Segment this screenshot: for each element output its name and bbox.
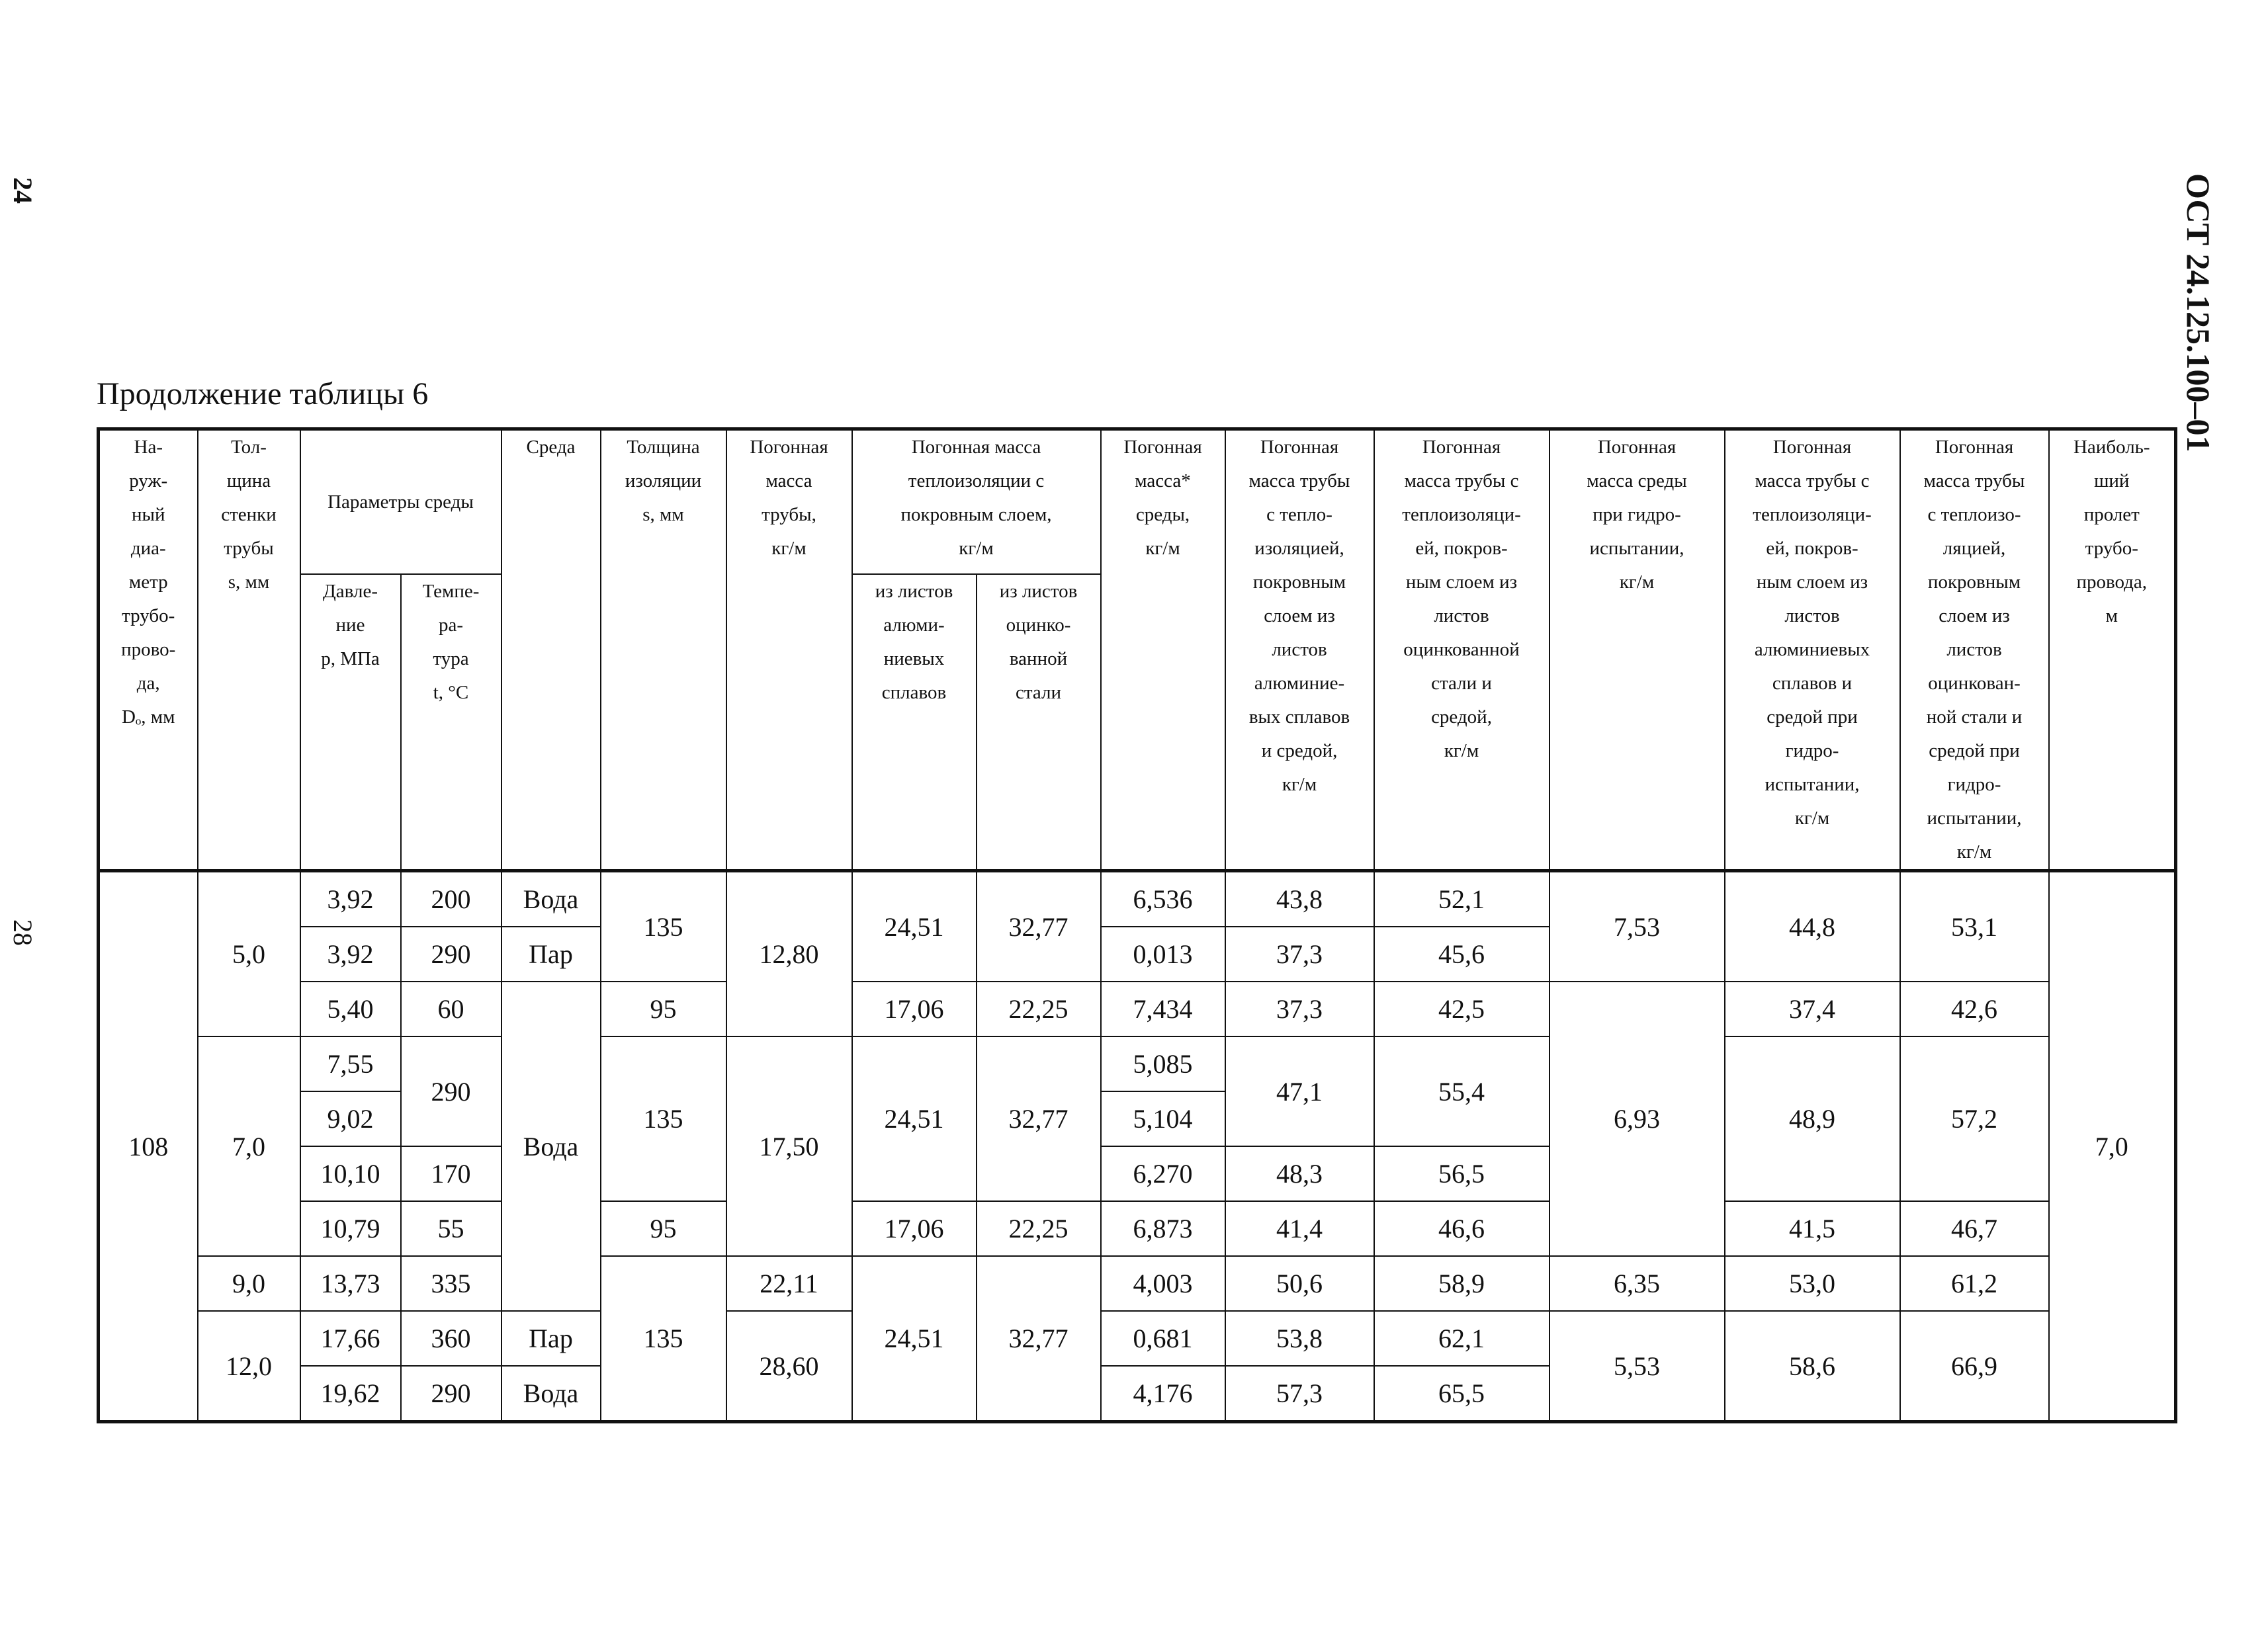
header-line: Давле- xyxy=(323,581,378,603)
cell-pipe-al-medium: 53,8 xyxy=(1225,1311,1374,1366)
header-temperature xyxy=(401,574,502,870)
cell-medium-mass: 0,681 xyxy=(1101,1311,1225,1366)
cell-ins-al: 24,51 xyxy=(852,871,977,982)
cell-wall: 9,0 xyxy=(198,1256,300,1311)
header-line: кг/м xyxy=(1145,538,1180,559)
header-line: ра- xyxy=(438,614,464,636)
header-line: трубо- xyxy=(122,605,175,626)
cell-pipe-zn-hydro: 57,2 xyxy=(1900,1036,2049,1201)
header-line: ным слоем из xyxy=(1405,571,1518,593)
cell-wall: 5,0 xyxy=(198,871,300,1037)
header-pipe-al-medium xyxy=(1225,429,1374,871)
cell-temperature: 360 xyxy=(401,1311,502,1366)
header-medium-mass xyxy=(1101,429,1225,871)
cell-pipe-zn-medium: 52,1 xyxy=(1374,871,1549,927)
header-pipe-zinc-hydro xyxy=(1900,429,2049,871)
cell-pipe-zn-medium: 56,5 xyxy=(1374,1146,1549,1201)
header-line: покровным xyxy=(1252,571,1346,593)
cell-pipe-zn-hydro: 42,6 xyxy=(1900,982,2049,1036)
header-line: кг/м xyxy=(1444,740,1479,761)
cell-insulation: 95 xyxy=(601,982,726,1036)
header-line: метр xyxy=(128,571,168,593)
header-pipe-zinc-hydro-text xyxy=(1903,431,2046,869)
header-line: из листов xyxy=(875,581,953,603)
cell-wall: 7,0 xyxy=(198,1036,300,1256)
cell-pipe-zn-medium: 62,1 xyxy=(1374,1311,1549,1366)
header-pipe-mass-text xyxy=(730,431,849,566)
cell-medium-mass: 6,270 xyxy=(1101,1146,1225,1201)
header-line: алюми- xyxy=(883,614,945,636)
cell-pipe-zn-hydro: 53,1 xyxy=(1900,871,2049,982)
header-line: щина xyxy=(226,470,271,491)
cell-ins-zn: 32,77 xyxy=(977,1036,1101,1201)
header-line: листов xyxy=(1946,639,2002,660)
header-pipe-mass xyxy=(726,429,852,871)
header-line: трубо- xyxy=(2085,538,2138,559)
header-line: ей, покров- xyxy=(1415,538,1508,559)
cell-pipe-zn-medium: 45,6 xyxy=(1374,927,1549,982)
header-insulation-thickness xyxy=(601,429,726,871)
header-line: средой, xyxy=(1431,706,1492,728)
cell-pipe-zn-medium: 46,6 xyxy=(1374,1201,1549,1256)
cell-pressure: 10,10 xyxy=(300,1146,401,1201)
header-line: гидро- xyxy=(1785,740,1839,761)
header-line: листов xyxy=(1434,605,1489,626)
header-line: с тепло- xyxy=(1266,504,1332,525)
header-line: диа- xyxy=(130,538,166,559)
cell-medium-mass: 7,434 xyxy=(1101,982,1225,1036)
header-line: при гидро- xyxy=(1592,504,1681,525)
header-line: пролет xyxy=(2083,504,2140,525)
cell-pipe-al-medium: 57,3 xyxy=(1225,1366,1374,1422)
cell-medium-mass: 6,873 xyxy=(1101,1201,1225,1256)
header-line: Темпе- xyxy=(422,581,480,603)
header-outer-diameter xyxy=(99,429,198,871)
header-hydro-medium-mass-text xyxy=(1553,431,1722,599)
cell-max-span: 7,0 xyxy=(2049,871,2176,1422)
cell-diameter: 108 xyxy=(99,871,198,1422)
header-insulation-mass xyxy=(852,429,1101,575)
header-line: ей, покров- xyxy=(1766,538,1858,559)
page-number-side: 28 xyxy=(8,919,38,946)
header-line: теплоизоляции с xyxy=(908,470,1045,491)
header-line: руж- xyxy=(129,470,168,491)
cell-pipe-zn-medium: 58,9 xyxy=(1374,1256,1549,1311)
header-line: изоляции xyxy=(625,470,702,491)
cell-ins-zn: 22,25 xyxy=(977,1201,1101,1256)
header-line: трубы, xyxy=(762,504,816,525)
header-line: теплоизоляци- xyxy=(1402,504,1521,525)
table-row xyxy=(99,871,2176,927)
cell-temperature: 335 xyxy=(401,1256,502,1311)
header-line: масса трубы xyxy=(1923,470,2025,491)
cell-pipe-al-medium: 43,8 xyxy=(1225,871,1374,927)
table-row xyxy=(99,1311,2176,1366)
cell-temperature: 60 xyxy=(401,982,502,1036)
header-line: испытании, xyxy=(1589,538,1684,559)
header-line: алюминиевых xyxy=(1754,639,1870,660)
header-temperature-text xyxy=(404,575,498,710)
header-line: гидро- xyxy=(1947,774,2001,795)
cell-pipe-al-hydro: 44,8 xyxy=(1725,871,1900,982)
cell-pipe-al-medium: 50,6 xyxy=(1225,1256,1374,1311)
cell-ins-zn: 32,77 xyxy=(977,1256,1101,1422)
header-outer-diameter-text xyxy=(103,431,195,734)
cell-pressure: 9,02 xyxy=(300,1091,401,1146)
header-line: ляцией, xyxy=(1942,538,2006,559)
cell-pipe-zn-medium: 65,5 xyxy=(1374,1366,1549,1422)
cell-pipe-al-medium: 48,3 xyxy=(1225,1146,1374,1201)
header-line: сплавов и xyxy=(1772,673,1853,694)
header-line: испытании, xyxy=(1927,808,2022,829)
header-line: оцинкован- xyxy=(1928,673,2021,694)
header-line: тура xyxy=(433,648,469,670)
header-line: Погонная xyxy=(1260,437,1339,458)
table-row xyxy=(99,1201,2176,1256)
cell-insulation: 135 xyxy=(601,1036,726,1201)
cell-ins-al: 17,06 xyxy=(852,982,977,1036)
cell-medium-mass: 0,013 xyxy=(1101,927,1225,982)
header-line: масса xyxy=(765,470,812,491)
cell-temperature: 290 xyxy=(401,927,502,982)
header-line: Наиболь- xyxy=(2073,437,2150,458)
cell-medium-mass: 4,003 xyxy=(1101,1256,1225,1311)
header-line: оцинко- xyxy=(1006,614,1071,636)
header-line: трубы xyxy=(224,538,274,559)
header-line: масса трубы xyxy=(1248,470,1350,491)
header-line: s, мм xyxy=(642,504,684,525)
header-line: ный xyxy=(131,504,165,525)
header-pressure xyxy=(300,574,401,870)
cell-pipe-al-medium: 47,1 xyxy=(1225,1036,1374,1146)
header-wall-thickness xyxy=(198,429,300,871)
header-max-span xyxy=(2049,429,2176,871)
header-line: алюминие- xyxy=(1254,673,1345,694)
header-line: листов xyxy=(1272,639,1327,660)
page-number-top: 24 xyxy=(8,177,38,204)
cell-medium-mass: 4,176 xyxy=(1101,1366,1225,1422)
header-pressure-text xyxy=(304,575,398,676)
header-line: покровным xyxy=(1927,571,2021,593)
header-line: кг/м xyxy=(1956,841,1992,863)
header-line: покровным слоем, xyxy=(900,504,1052,525)
header-al-sheets xyxy=(852,574,977,870)
cell-medium: Вода xyxy=(502,871,601,927)
header-line: На- xyxy=(134,437,163,458)
cell-medium: Пар xyxy=(502,1311,601,1366)
header-insulation-mass-text xyxy=(855,431,1098,566)
cell-insulation: 95 xyxy=(601,1201,726,1256)
cell-temperature: 170 xyxy=(401,1146,502,1201)
header-line: стенки xyxy=(221,504,277,525)
header-line: средой при xyxy=(1929,740,2020,761)
header-line: вых сплавов xyxy=(1248,706,1350,728)
header-line: стали и xyxy=(1431,673,1492,694)
header-line: Погонная xyxy=(1123,437,1202,458)
cell-pressure: 7,55 xyxy=(300,1036,401,1091)
cell-medium: Пар xyxy=(502,927,601,982)
cell-pressure: 3,92 xyxy=(300,927,401,982)
header-line: Погонная xyxy=(1597,437,1677,458)
cell-pipe-zn-medium: 42,5 xyxy=(1374,982,1549,1036)
header-line: стали xyxy=(1015,682,1062,704)
header-medium-params: Параметры среды xyxy=(300,429,502,575)
header-line: масса среды xyxy=(1587,470,1687,491)
header-line: кг/м xyxy=(1794,808,1830,829)
table-caption: Продолжение таблицы 6 xyxy=(97,376,429,411)
cell-medium-mass: 6,536 xyxy=(1101,871,1225,927)
header-line: и средой, xyxy=(1261,740,1338,761)
header-insulation-thickness-text xyxy=(604,431,723,532)
header-line: t, °C xyxy=(433,682,469,704)
header-pipe-al-hydro xyxy=(1725,429,1900,871)
header-line: сплавов xyxy=(881,682,947,704)
cell-temperature: 290 xyxy=(401,1366,502,1422)
header-line: листов xyxy=(1784,605,1840,626)
header-line: изоляцией, xyxy=(1254,538,1344,559)
header-line: Погонная xyxy=(1772,437,1852,458)
header-pipe-al-medium-text xyxy=(1229,431,1371,802)
header-line: масса* xyxy=(1135,470,1191,491)
cell-temperature: 55 xyxy=(401,1201,502,1256)
header-pipe-zinc-medium-text xyxy=(1377,431,1546,768)
cell-pipe-mass: 12,80 xyxy=(726,871,852,1037)
header-line: ным слоем из xyxy=(1756,571,1868,593)
cell-pressure: 17,66 xyxy=(300,1311,401,1366)
table-row xyxy=(99,1256,2176,1311)
cell-pipe-al-hydro: 53,0 xyxy=(1725,1256,1900,1311)
cell-pipe-zn-medium: 55,4 xyxy=(1374,1036,1549,1146)
header-line: Погонная xyxy=(1422,437,1501,458)
header-line: ние xyxy=(335,614,365,636)
document-code: ОСТ 24.125.100–01 xyxy=(2180,173,2217,452)
cell-hydro-medium: 7,53 xyxy=(1549,871,1725,982)
header-line: слоем из xyxy=(1264,605,1335,626)
header-medium: Среда xyxy=(502,429,601,871)
header-line: с теплоизо- xyxy=(1927,504,2021,525)
header-line: ший xyxy=(2094,470,2130,491)
cell-ins-al: 24,51 xyxy=(852,1036,977,1201)
header-line: p, МПа xyxy=(321,648,380,670)
cell-hydro-medium: 6,93 xyxy=(1549,982,1725,1256)
data-table xyxy=(97,427,2177,1423)
header-medium-mass-text xyxy=(1104,431,1222,566)
header-line: Погонная масса xyxy=(911,437,1041,458)
header-line: среды, xyxy=(1135,504,1190,525)
header-line: s, мм xyxy=(228,571,270,593)
header-zinc-sheets xyxy=(977,574,1101,870)
cell-wall: 12,0 xyxy=(198,1311,300,1422)
header-line: прово- xyxy=(121,639,176,660)
cell-pressure: 5,40 xyxy=(300,982,401,1036)
cell-insulation: 135 xyxy=(601,1256,726,1422)
header-line: оцинкованной xyxy=(1403,639,1520,660)
header-line: ванной xyxy=(1009,648,1068,670)
header-line: из листов xyxy=(999,581,1078,603)
header-line: слоем из xyxy=(1939,605,2010,626)
header-pipe-al-hydro-text xyxy=(1728,431,1897,835)
cell-hydro-medium: 6,35 xyxy=(1549,1256,1725,1311)
cell-pipe-zn-hydro: 66,9 xyxy=(1900,1311,2049,1422)
header-wall-thickness-text xyxy=(201,431,297,599)
header-zinc-sheets-text xyxy=(980,575,1098,710)
header-line: ной стали и xyxy=(1926,706,2023,728)
cell-ins-al: 17,06 xyxy=(852,1201,977,1256)
cell-insulation: 135 xyxy=(601,871,726,982)
header-max-span-text xyxy=(2052,431,2172,633)
header-line: Толщина xyxy=(627,437,700,458)
cell-ins-al: 24,51 xyxy=(852,1256,977,1422)
cell-medium-mass: 5,104 xyxy=(1101,1091,1225,1146)
header-line: кг/м xyxy=(959,538,994,559)
header-line: Погонная xyxy=(1935,437,2014,458)
cell-pipe-al-medium: 37,3 xyxy=(1225,927,1374,982)
cell-pipe-zn-hydro: 46,7 xyxy=(1900,1201,2049,1256)
cell-pressure: 3,92 xyxy=(300,871,401,927)
cell-pipe-al-hydro: 41,5 xyxy=(1725,1201,1900,1256)
cell-pipe-al-hydro: 58,6 xyxy=(1725,1311,1900,1422)
header-line: да, xyxy=(136,673,160,694)
header-line: теплоизоляци- xyxy=(1753,504,1872,525)
header-line: Погонная xyxy=(750,437,828,458)
cell-pipe-al-hydro: 48,9 xyxy=(1725,1036,1900,1201)
cell-temperature: 290 xyxy=(401,1036,502,1146)
cell-pipe-al-medium: 41,4 xyxy=(1225,1201,1374,1256)
header-line: провода, xyxy=(2076,571,2148,593)
cell-pipe-mass: 22,11 xyxy=(726,1256,852,1311)
cell-pipe-al-hydro: 37,4 xyxy=(1725,982,1900,1036)
header-hydro-medium-mass xyxy=(1549,429,1725,871)
cell-temperature: 200 xyxy=(401,871,502,927)
header-line: кг/м xyxy=(1282,774,1317,795)
header-al-sheets-text xyxy=(855,575,973,710)
cell-pipe-mass: 28,60 xyxy=(726,1311,852,1422)
cell-medium-mass: 5,085 xyxy=(1101,1036,1225,1091)
cell-pipe-al-medium: 37,3 xyxy=(1225,982,1374,1036)
cell-hydro-medium: 5,53 xyxy=(1549,1311,1725,1422)
cell-ins-zn: 32,77 xyxy=(977,871,1101,982)
header-line: кг/м xyxy=(1619,571,1655,593)
cell-pressure: 10,79 xyxy=(300,1201,401,1256)
header-line: испытании, xyxy=(1765,774,1860,795)
cell-medium: Вода xyxy=(502,982,601,1311)
cell-pipe-zn-hydro: 61,2 xyxy=(1900,1256,2049,1311)
header-line: кг/м xyxy=(771,538,807,559)
header-pipe-zinc-medium xyxy=(1374,429,1549,871)
header-line: средой при xyxy=(1766,706,1858,728)
table-row xyxy=(99,1036,2176,1091)
header-line: Dₒ, мм xyxy=(121,706,175,728)
header-line: ниевых xyxy=(883,648,945,670)
header-line: м xyxy=(2105,605,2118,626)
header-line: Тол- xyxy=(231,437,267,458)
header-line: масса трубы с xyxy=(1404,470,1519,491)
cell-pressure: 13,73 xyxy=(300,1256,401,1311)
cell-ins-zn: 22,25 xyxy=(977,982,1101,1036)
header-line: масса трубы с xyxy=(1755,470,1870,491)
cell-pipe-mass: 17,50 xyxy=(726,1036,852,1256)
table-row xyxy=(99,982,2176,1036)
cell-medium: Вода xyxy=(502,1366,601,1422)
cell-pressure: 19,62 xyxy=(300,1366,401,1422)
